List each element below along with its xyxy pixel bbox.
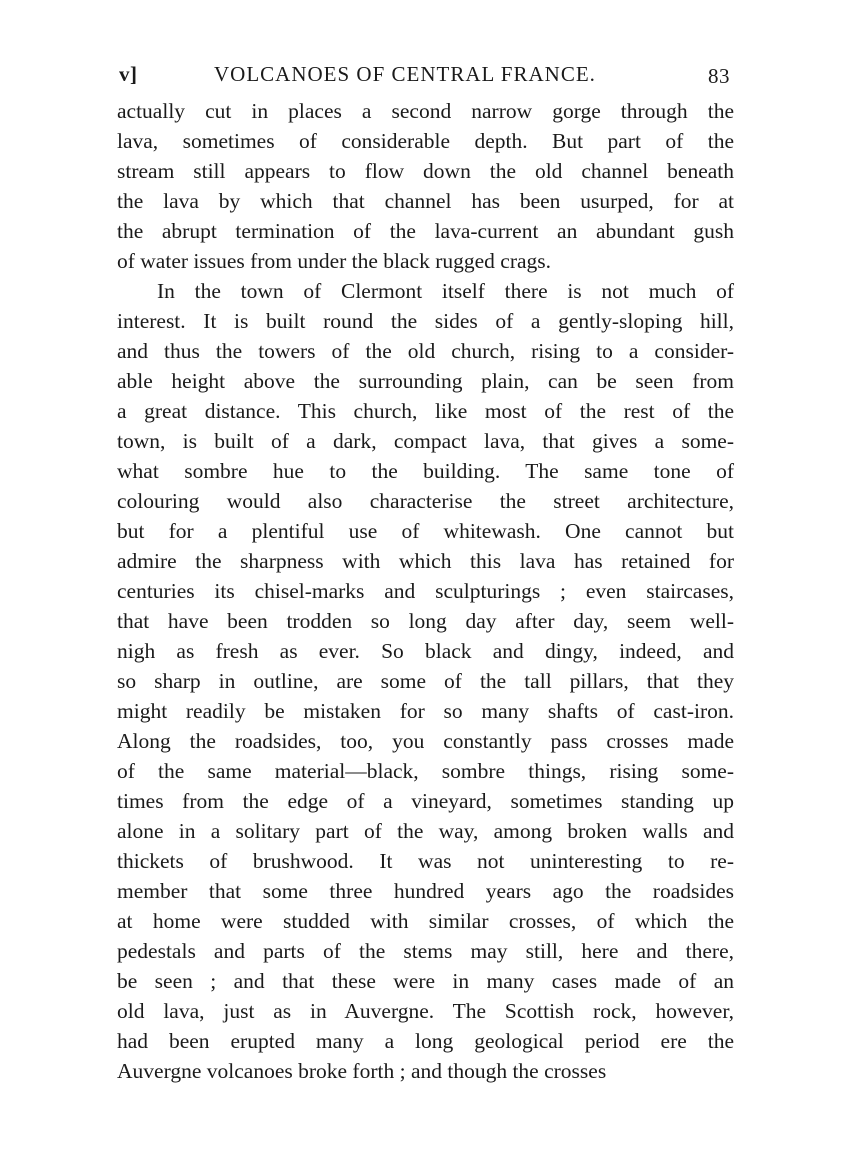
- text-line: member that some three hundred years ago the roadsides: [117, 879, 734, 903]
- text-line: Auvergne volcanoes broke forth ; and though the crosses: [117, 1059, 607, 1083]
- text-line: actually cut in places a second narrow gorge through the: [117, 99, 734, 123]
- text-line: admire the sharpness with which this lava has retained for: [117, 549, 734, 573]
- text-line: what sombre hue to the building. The same tone of: [117, 459, 734, 483]
- text-line: colouring would also characterise the street architecture,: [117, 489, 734, 513]
- text-line: of water issues from under the black rugged crags.: [117, 249, 552, 273]
- text-line: In the town of Clermont itself there is not much of: [157, 279, 734, 303]
- text-line: the abrupt termination of the lava-current an abundant gush: [117, 219, 734, 243]
- text-line: at home were studded with similar crosses, of which the: [117, 909, 734, 933]
- text-line: but for a plentiful use of whitewash. One cannot but: [117, 519, 734, 543]
- text-line: the lava by which that channel has been usurped, for at: [117, 189, 734, 213]
- text-line: pedestals and parts of the stems may still, here and there,: [117, 939, 734, 963]
- text-line: a great distance. This church, like most of the rest of the: [117, 399, 734, 423]
- book-page: [117, 56, 734, 1086]
- chapter-number: v]: [119, 62, 138, 86]
- paragraph: [117, 96, 734, 276]
- paragraph: [117, 276, 734, 1086]
- text-line: town, is built of a dark, compact lava, that gives a some-: [117, 429, 734, 453]
- body-text: [117, 96, 734, 1086]
- running-title: VOLCANOES OF CENTRAL FRANCE.: [214, 62, 596, 86]
- text-line: nigh as fresh as ever. So black and dingy, indeed, and: [117, 639, 734, 663]
- text-line: and thus the towers of the old church, rising to a consider-: [117, 339, 734, 363]
- text-line: interest. It is built round the sides of a gently-sloping hill,: [117, 309, 734, 333]
- running-head: [117, 56, 734, 96]
- text-line: that have been trodden so long day after day, seem well-: [117, 609, 734, 633]
- text-line: of the same material—black, sombre things, rising some-: [117, 759, 734, 783]
- text-line: thickets of brushwood. It was not uninteresting to re-: [117, 849, 734, 873]
- text-line: times from the edge of a vineyard, sometimes standing up: [117, 789, 734, 813]
- text-line: old lava, just as in Auvergne. The Scottish rock, however,: [117, 999, 734, 1023]
- text-line: alone in a solitary part of the way, among broken walls and: [117, 819, 734, 843]
- text-line: able height above the surrounding plain, can be seen from: [117, 369, 734, 393]
- text-line: lava, sometimes of considerable depth. But part of the: [117, 129, 734, 153]
- text-line: stream still appears to flow down the old channel beneath: [117, 159, 734, 183]
- text-line: be seen ; and that these were in many cases made of an: [117, 969, 734, 993]
- text-line: Along the roadsides, too, you constantly pass crosses made: [117, 729, 734, 753]
- page-number: 83: [708, 64, 730, 88]
- text-line: might readily be mistaken for so many shafts of cast-iron.: [117, 699, 734, 723]
- text-line: centuries its chisel-marks and sculpturings ; even staircases,: [117, 579, 734, 603]
- text-line: so sharp in outline, are some of the tall pillars, that they: [117, 669, 734, 693]
- text-line: had been erupted many a long geological period ere the: [117, 1029, 734, 1053]
